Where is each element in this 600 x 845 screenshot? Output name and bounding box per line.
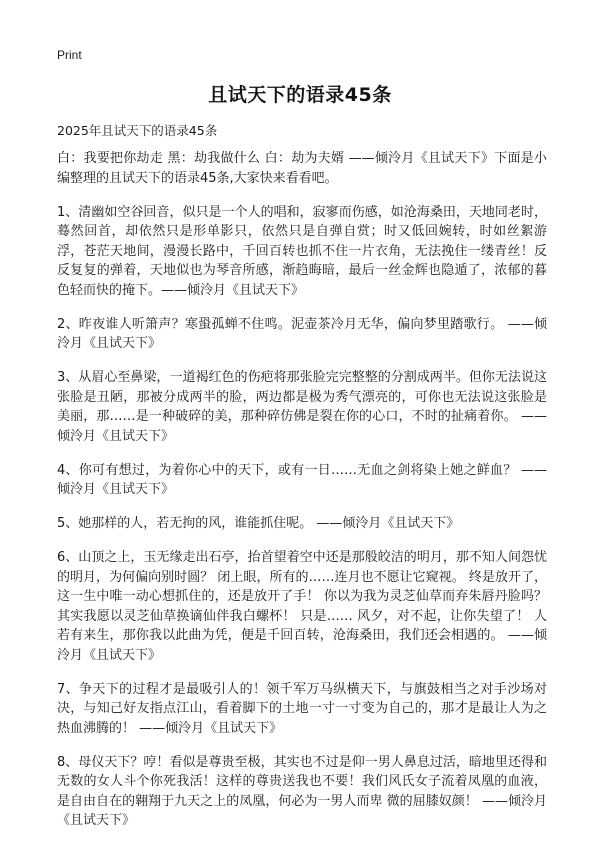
intro-paragraph: 白：我要把你劫走 黑：劫我做什么 白：劫为夫婿 ——倾泠月《且试天下》下面是小编整理的且试天下的语录45条,大家快来看看吧。 — [57, 151, 547, 186]
page-title: 且试天下的语录45条 — [208, 84, 392, 106]
quote-paragraph-1: 1、清幽如空谷回音，似只是一个人的唱和，寂寥而伤感，如沧海桑田，天地同老时，蓦然回首，却依然只是形单影只，依然只是自弹自赏；时又低回婉转，时如丝絮游浮，苍茫天地间，漫漫长路中，千回百转也抓不住一片衣角，无法挽住一缕青丝！反反复复的弹着，天地似也为琴音所感，渐趋晦暗，最后一丝金辉也隐遁了，浓郁的暮色轻而快的掩下。——倾泠月《且试天下》 — [57, 204, 547, 298]
print-link[interactable]: Print — [57, 48, 82, 62]
article-body — [57, 149, 547, 845]
quote-paragraph-2: 2、昨夜谁人听箫声？寒蛩孤蝉不住鸣。泥壶茶冷月无华，偏向梦里踏歌行。 ——倾泠月《且试天下》 — [57, 316, 547, 351]
quote-paragraph-6: 6、山顶之上，玉无缘走出石亭，抬首望着空中还是那般皎洁的明月，那不知人间怨忧的明月，为何偏向别时圆？ 闭上眼，所有的……连月也不愿让它窥视。 终是放开了，这一生中唯一动心想抓住的，还是放开了手！ 你以为我为灵芝仙草而弃朱唇丹脸吗？其实我愿以灵芝仙草换谪仙伴我白螺杯！ 只是…… 风夕，对不起，让你失望了！ 人若有来生，那你我以此曲为凭，便是千回百转，沧海桑田，我们还会相遇的。 ——倾泠月《且试天下》 — [57, 550, 547, 663]
quote-paragraph-7: 7、争天下的过程才是最吸引人的！领千军万马纵横天下，与旗鼓相当之对手沙场对决，与知己好友指点江山，看着脚下的土地一寸一寸变为自己的，那才是最让人为之热血沸腾的！ ——倾泠月《且试天下》 — [57, 681, 547, 736]
quote-paragraph-3: 3、从眉心至鼻梁，一道褐红色的伤疤将那张脸完完整整的分割成两半。但你无法说这张脸是丑陋，那被分成两半的脸，两边都是极为秀气漂亮的，可你也无法说这张脸是美丽，那……是一种破碎的美，那种碎仿佛是裂在你的心口，不时的扯痛着你。 ——倾泠月《且试天下》 — [57, 370, 547, 444]
quote-paragraph-8: 8、母仪天下？哼！看似是尊贵至极，其实也不过是仰一男人鼻息过活，暗地里还得和无数的女人斗个你死我活！这样的尊贵送我也不要！我们风氏女子流着凤凰的血液，是自由自在的翱翔于九天之上的凤凰，何必为一男人而卑 微的屈膝奴颜！ ——倾泠月《且试天下》 — [57, 754, 547, 828]
article-subtitle: 2025年且试天下的语录45条 — [57, 123, 218, 138]
quote-paragraph-4: 4、你可有想过，为着你心中的天下，或有一日……无血之剑将染上她之鲜血？ ——倾泠月《且试天下》 — [57, 462, 547, 497]
quote-paragraph-5: 5、她那样的人，若无拘的风，谁能抓住呢。 ——倾泠月《且试天下》 — [57, 516, 460, 531]
